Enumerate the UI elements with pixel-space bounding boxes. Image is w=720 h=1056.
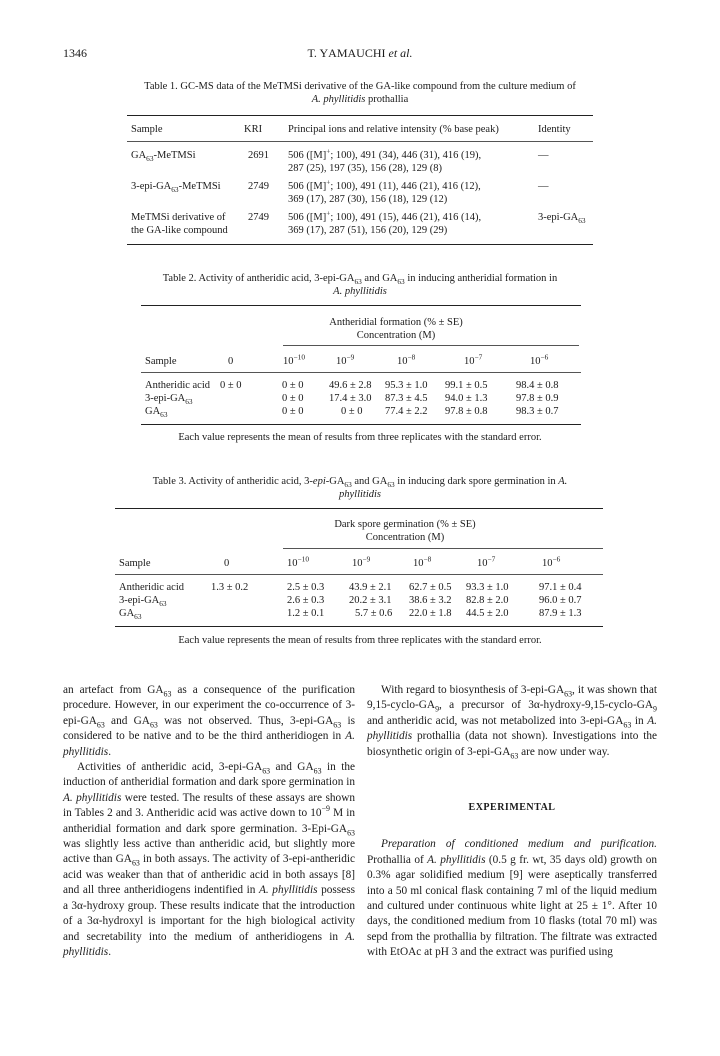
table-2-caption: Table 2. Activity of antheridic acid, $3-epi-GA_{63}$ and $GA_{63}$ in inducing antheridial formation in A. phyllitidis [162, 273, 558, 297]
table-1-row-1-ions-1: 506 ([M]+; 100), 491 (34), 446 (31), 416 (19), [288, 146, 482, 161]
body-right-column [367, 683, 657, 961]
running-title: T. YAMAUCHI et al. [307, 46, 413, 60]
table-2-header-conc-1e-8: $10^{-8}$ [397, 352, 416, 367]
table-1-bottom-rule [127, 244, 593, 245]
table-3-footnote: Each value represents the mean of results from three replicates with the standard error. [178, 635, 542, 646]
table-2-header-sample: Sample [145, 356, 177, 367]
body-paragraph: With regard to biosynthesis of $3-epi-GA_{63}$, it was shown that $9,15-cyclo-GA_9$, a precursor of $3\alpha-hydroxy-9,15-cyclo-GA_9$ and antheridic acid, was not metabolized into $3-epi-GA_{63}$ in A. phyllitidis prothallia (data not shown). Investigations into the biosynthetic origin of $3-epi-GA_{63}$ are now under way. [367, 684, 657, 760]
table-1-header-identity: Identity [538, 124, 571, 135]
table-1-header-sample: Sample [131, 124, 163, 135]
table-3-row-2-sample: $3-epi-GA_{63}$ [119, 595, 167, 609]
table-2-row-2-c3: 87.3 ± 4.5 [385, 393, 428, 404]
table-2-row-3-sample: $GA_{63}$ [145, 406, 168, 420]
table-2-header-conc-0: 0 [228, 356, 234, 367]
table-1-row-2-ions-2: 369 (17), 287 (30), 156 (18), 129 (12) [288, 194, 448, 205]
table-3-row-1-c0: 1.3 ± 0.2 [211, 582, 249, 593]
body-paragraph: an artefact from $GA_{63}$ as a consequence of the purification procedure. However, in our experiment the co-occurrence of $3-epi-GA_{63}$ and $GA_{63}$ was not observed. Thus, $3-epi-GA_{63}$ is considered to be native and to be the third antheridiogen in A. phyllitidis. [63, 684, 356, 758]
table-2-header-conc-1e-7: $10^{-7}$ [464, 352, 483, 367]
table-3-row-3-c5: 87.9 ± 1.3 [539, 608, 582, 619]
table-3-row-1-sample: Antheridic acid [119, 582, 185, 593]
table-3-header-conc-1e-7: $10^{-7}$ [477, 554, 496, 569]
table-1-row-2-kri: 2749 [248, 181, 269, 192]
table-2-header-conc-1e-9: $10^{-9}$ [336, 352, 355, 367]
table-3-caption: Table 3. Activity of antheridic acid, $3-epi-GA_{63}$ and $GA_{63}$ in inducing dark spore germination in A. phyllitidis [152, 476, 568, 500]
table-2-row-1-c3: 95.3 ± 1.0 [385, 380, 428, 391]
table-1-row-3-identity: $3-epi-GA_{63}$ [538, 212, 586, 226]
table-2-row-1-c1: 0 ± 0 [282, 380, 304, 391]
body-left-column [63, 683, 355, 960]
table-2-row-1-c5: 98.4 ± 0.8 [516, 380, 559, 391]
table-2-row-1-c2: 49.6 ± 2.8 [329, 380, 372, 391]
table-3-row-1-c1: 2.5 ± 0.3 [287, 582, 325, 593]
table-3-row-2-c1: 2.6 ± 0.3 [287, 595, 325, 606]
table-1-row-1-sample: $GA_{63}$-MeTMSi [131, 150, 196, 164]
table-1-row-1-ions-2: 287 (25), 197 (35), 156 (28), 129 (8) [288, 163, 442, 174]
table-1-row-3-ions-1: 506 ([M]+; 100), 491 (15), 446 (21), 416 (14), [288, 208, 482, 223]
table-3-row-2-c2: 20.2 ± 3.1 [349, 595, 392, 606]
table-3-row-3-c1: 1.2 ± 0.1 [287, 608, 325, 619]
table-3-header-conc-1e-9: $10^{-9}$ [352, 554, 371, 569]
table-1-row-3-sample-1: MeTMSi derivative of [131, 212, 226, 223]
table-2-row-3-c4: 97.8 ± 0.8 [445, 406, 488, 417]
table-1-row-1-identity: — [538, 150, 549, 161]
table-2-row-3-c5: 98.3 ± 0.7 [516, 406, 559, 417]
table-3-header-conc-0: 0 [224, 558, 230, 569]
table-3-top-rule [115, 508, 603, 509]
table-1-row-3-kri: 2749 [248, 212, 269, 223]
table-1-row-2-ions-1: 506 ([M]+; 100), 491 (11), 446 (21), 416 (12), [288, 177, 481, 192]
table-2-row-1-sample: Antheridic acid [145, 380, 211, 391]
table-2-header-conc-1e-6: $10^{-6}$ [530, 352, 549, 367]
table-1-row-3-ions-2: 369 (17), 287 (51), 156 (20), 129 (29) [288, 225, 448, 236]
table-3-row-2-c4: 82.8 ± 2.0 [466, 595, 509, 606]
table-2-group-header-2: Concentration (M) [356, 330, 436, 341]
table-1-row-3-sample-2: the GA-like compound [131, 225, 228, 236]
table-2-row-2-c2: 17.4 ± 3.0 [329, 393, 372, 404]
table-2-bottom-rule [141, 424, 581, 425]
table-3-group-header-1: Dark spore germination (% ± SE) [334, 519, 476, 530]
table-3-bottom-rule [115, 626, 603, 627]
table-3-row-3-c3: 22.0 ± 1.8 [409, 608, 452, 619]
table-3-header-conc-1e-6: $10^{-6}$ [542, 554, 561, 569]
table-1-header-ions: Principal ions and relative intensity (% base peak) [288, 124, 499, 135]
table-2-header-rule [141, 372, 581, 373]
body-paragraph: Preparation of conditioned medium and purification. Prothallia of A. phyllitidis (0.5 g fr. wt, 35 days old) growth on 0.3% agar solidified medium [9] were aseptically transferred into a 50 ml conical flask containing 7 ml of the liquid medium and cultured under continuous white light at 25 ± 1°. After 10 days, the conditioned medium from 10 flasks (total 70 ml) was sepd from the prothallia by filtration. The filtrate was extracted with EtOAc at pH 3 and the extract was purified using [367, 838, 657, 959]
table-2-header-conc-1e-10: $10^{-10}$ [283, 352, 305, 367]
table-1-top-rule [127, 115, 593, 116]
table-3-header-conc-1e-8: $10^{-8}$ [413, 554, 432, 569]
table-3-group-rule [283, 548, 603, 549]
table-2-footnote: Each value represents the mean of results from three replicates with the standard error. [178, 432, 542, 443]
table-2-row-3-c1: 0 ± 0 [282, 406, 304, 417]
table-2-row-2-c5: 97.8 ± 0.9 [516, 393, 559, 404]
table-3-header-rule [115, 574, 603, 575]
section-title-experimental: EXPERIMENTAL [468, 802, 556, 814]
table-2-row-1-c0: 0 ± 0 [220, 380, 242, 391]
table-3-row-3-sample: $GA_{63}$ [119, 608, 142, 622]
table-1-header-rule [127, 141, 593, 142]
table-3-row-1-c2: 43.9 ± 2.1 [349, 582, 392, 593]
table-3-row-3-c4: 44.5 ± 2.0 [466, 608, 509, 619]
table-2-row-3-c2: 0 ± 0 [341, 406, 363, 417]
table-3-row-1-c3: 62.7 ± 0.5 [409, 582, 452, 593]
page-number: 1346 [63, 46, 87, 60]
table-1-caption: Table 1. GC-MS data of the MeTMSi derivative of the GA-like compound from the culture medium of A. phyllitidis prothallia [144, 81, 576, 105]
body-paragraph: Activities of antheridic acid, $3-epi-GA_{63}$ and $GA_{63}$ in the induction of antheridial formation and dark spore germination in A. phyllitidis were tested. The results of these assays are shown in Tables 2 and 3. Antheridic acid was active down to $10^{-9}$ M in antheridial formation and dark spore germination. $3-Epi-GA_{63}$ was slightly less active than antheridic acid, but slightly more active than $GA_{63}$ in both assays. The activity of 3-epi-antheridic acid was weaker than that of antheridic acid in both assays [8] and all three antheridiogens indentified in A. phyllitidis possess a 3α-hydroxy group. These results indicate that the introduction of a 3α-hydroxyl is important for the high biological activity and secretability into the medium of antheridiogens in A. phyllitidis. [63, 761, 356, 958]
table-3-header-conc-1e-10: $10^{-10}$ [287, 554, 309, 569]
table-2-row-2-sample: $3-epi-GA_{63}$ [145, 393, 193, 407]
table-1-row-2-sample: $3-epi-GA_{63}$-MeTMSi [131, 181, 221, 195]
table-3-row-1-c5: 97.1 ± 0.4 [539, 582, 582, 593]
table-2-group-rule [283, 345, 579, 346]
table-1-row-2-identity: — [538, 181, 549, 192]
table-1-header-kri: KRI [244, 124, 263, 135]
table-3-header-sample: Sample [119, 558, 151, 569]
table-2-row-1-c4: 99.1 ± 0.5 [445, 380, 488, 391]
table-2-top-rule [141, 305, 581, 306]
table-3-row-2-c3: 38.6 ± 3.2 [409, 595, 452, 606]
table-3-row-2-c5: 96.0 ± 0.7 [539, 595, 582, 606]
table-3-row-3-c2: 5.7 ± 0.6 [355, 608, 393, 619]
table-2-group-header-1: Antheridial formation (% ± SE) [329, 317, 463, 328]
table-3-row-1-c4: 93.3 ± 1.0 [466, 582, 509, 593]
table-3-group-header-2: Concentration (M) [365, 532, 445, 543]
table-2-row-2-c1: 0 ± 0 [282, 393, 304, 404]
table-2-row-3-c3: 77.4 ± 2.2 [385, 406, 428, 417]
table-2-row-2-c4: 94.0 ± 1.3 [445, 393, 488, 404]
subsection-title: Preparation of conditioned medium and purification. [381, 838, 657, 851]
table-1-row-1-kri: 2691 [248, 150, 269, 161]
